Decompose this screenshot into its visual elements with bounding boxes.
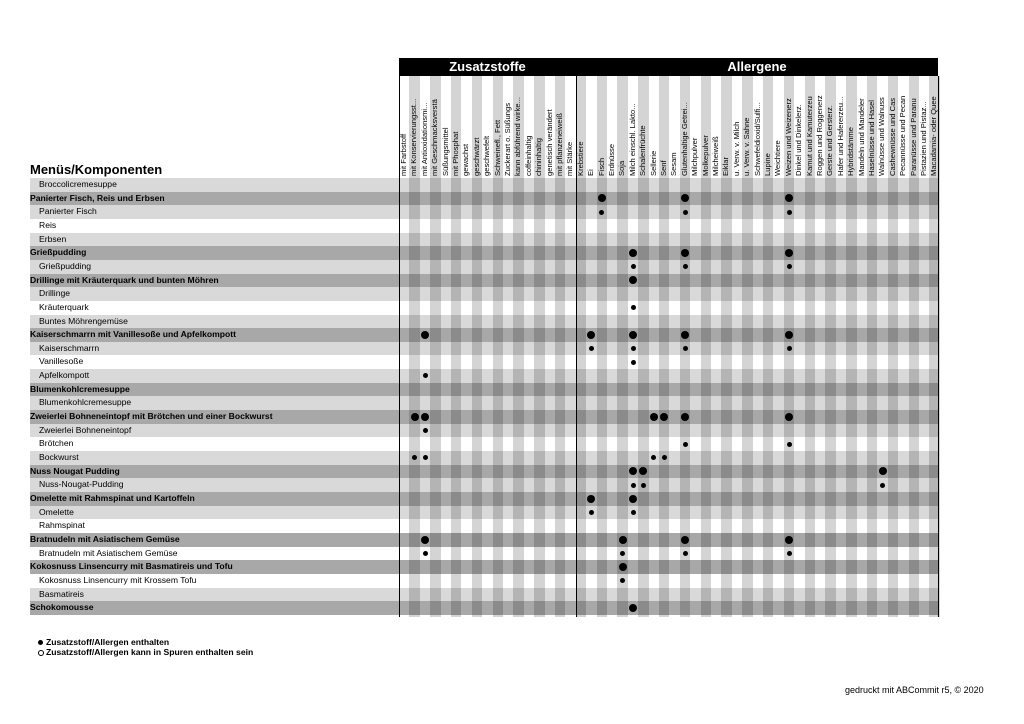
allergen-marker <box>650 413 658 421</box>
column-header-label: Walnüsse und Walnuss <box>877 97 887 176</box>
component-row-label: Bratnudeln mit Asiatischem Gemüse <box>39 547 178 558</box>
column-header-label: Erdnüsse <box>607 143 616 176</box>
column-header <box>555 76 565 176</box>
allergen-marker <box>681 536 689 544</box>
menu-row-label: Grießpudding <box>30 247 87 258</box>
column-header <box>784 76 794 176</box>
legend-traces: Zusatzstoff/Allergen kann in Spuren enthalten sein <box>46 647 254 657</box>
allergen-marker <box>787 442 792 447</box>
column-header-label: Lupine <box>763 153 772 176</box>
component-row-label: Drillinge <box>39 288 71 299</box>
column-header <box>877 76 887 176</box>
menu-row-label: Drillinge mit Kräuterquark und bunten Möhren <box>30 274 219 285</box>
allergen-marker <box>421 413 429 421</box>
menu-row-label: Kaiserschmarrn mit Vanillesoße und Apfelkompott <box>30 329 236 340</box>
allergen-marker <box>599 210 604 215</box>
column-header <box>441 76 451 176</box>
column-header-label: Gerste und Gersterz. <box>825 105 835 176</box>
column-header <box>742 76 752 176</box>
allergen-marker <box>785 249 793 257</box>
component-row-label: Zweierlei Bohneneintopf <box>39 424 132 435</box>
column-header-label: mit Farbstoff <box>399 133 408 176</box>
column-header-label: mit Konservierungsst... <box>409 98 419 176</box>
menu-row-label: Panierter Fisch, Reis und Erbsen <box>30 192 165 203</box>
column-header <box>721 76 731 176</box>
column-header <box>659 76 669 176</box>
column-header-label: coffeinhaltig <box>523 135 533 176</box>
column-header-label: kann abführend wirke... <box>513 97 523 176</box>
column-header-label: Schwefeldioxid/Sulfi... <box>752 102 762 176</box>
column-header-label: Sesam <box>669 152 679 176</box>
column-header-label: Schalenfrüchte <box>638 125 648 176</box>
column-header <box>461 76 471 176</box>
column-header <box>753 76 763 176</box>
component-row-label: Kokosnuss Linsencurry mit Krossem Tofu <box>39 574 197 585</box>
page-title: Menüs/Komponenten <box>30 162 163 177</box>
column-header <box>669 76 679 176</box>
column-header <box>857 76 867 176</box>
column-header <box>888 76 898 176</box>
component-row-label: Bockwurst <box>39 452 79 462</box>
allergen-marker <box>641 483 646 488</box>
column-header <box>898 76 908 176</box>
allergen-marker <box>629 249 637 257</box>
component-row-label: Erbsen <box>39 233 67 244</box>
allergen-marker <box>681 413 689 421</box>
column-header <box>586 76 596 176</box>
column-header-label: Molkepulver <box>700 135 710 176</box>
column-header-label: genetisch verändert <box>544 109 554 176</box>
column-header <box>430 76 440 176</box>
column-header <box>565 76 575 176</box>
column-header-label: Macadamia- oder Quee <box>929 96 939 176</box>
menu-row-label: Nuss Nougat Pudding <box>30 465 120 476</box>
column-header-label: Soja <box>617 160 627 176</box>
column-header-label: Senf <box>659 160 668 176</box>
column-header <box>825 76 835 176</box>
allergen-marker <box>423 455 428 460</box>
allergen-marker <box>620 551 625 556</box>
allergen-marker <box>631 346 636 351</box>
column-header <box>420 76 430 176</box>
column-header-label: Weizen und Weizenerz <box>783 98 793 176</box>
column-header-label: Hybridstämme <box>846 127 856 176</box>
allergen-marker <box>619 563 627 571</box>
component-row-label: Reis <box>39 219 57 230</box>
column-header <box>597 76 607 176</box>
legend-contains: Zusatzstoff/Allergen enthalten <box>46 637 170 647</box>
column-header <box>805 76 815 176</box>
allergen-marker <box>787 264 792 269</box>
column-header <box>867 76 877 176</box>
allergen-marker <box>619 536 627 544</box>
column-header-label: Hafer und Hafererzeu... <box>835 96 845 176</box>
allergen-marker <box>423 551 428 556</box>
column-header <box>534 76 544 176</box>
column-header-label: Glutenhaltige Getrei... <box>679 102 689 176</box>
menu-row-label: Kokosnuss Linsencurry mit Basmatireis und Tofu <box>30 561 233 572</box>
component-row-label: Broccolicremesuppe <box>39 179 117 189</box>
allergen-marker <box>683 346 688 351</box>
allergen-marker <box>880 483 885 488</box>
column-header <box>649 76 659 176</box>
component-row-label: Kaiserschmarrn <box>39 342 100 353</box>
component-row-label: Panierter Fisch <box>39 206 97 217</box>
column-header <box>794 76 804 176</box>
allergen-marker <box>683 264 688 269</box>
component-row-label: Rahmspinat <box>39 520 85 531</box>
allergen-marker <box>631 264 636 269</box>
allergen-marker <box>589 510 594 515</box>
menu-row-label: Bratnudeln mit Asiatischem Gemüse <box>30 533 180 544</box>
component-row-label: Basmatireis <box>39 588 84 599</box>
column-header-label: Mandeln und Mandeler <box>856 98 866 176</box>
column-header-label: Kamut und Kamuterzeu <box>804 96 814 176</box>
column-header-label: chininhaltig <box>534 138 544 176</box>
component-row-label: Buntes Möhrengemüse <box>39 315 128 326</box>
menu-row-label: Blumenkohlcremesuppe <box>30 383 130 394</box>
column-header <box>607 76 617 176</box>
column-header-label: mit pflanzeneiweiß <box>555 113 564 176</box>
component-row-label: Grießpudding <box>39 260 92 271</box>
column-header-label: Zuckerart o. Süßungs <box>503 102 512 176</box>
allergen-marker <box>785 331 793 339</box>
allergen-marker <box>681 249 689 257</box>
column-header <box>690 76 700 176</box>
allergen-marker <box>421 536 429 544</box>
component-row-label: Blumenkohlcremesuppe <box>39 397 132 408</box>
column-header-label: mit Geschmacksverstä <box>430 99 440 176</box>
footer-note: gedruckt mit ABCommit r5, © 2020 <box>845 685 984 695</box>
allergen-marker <box>421 331 429 339</box>
column-header-label: Ei <box>586 169 596 176</box>
column-header <box>451 76 461 176</box>
column-header-label: Roggen und Roggenerz <box>815 95 824 176</box>
column-header <box>617 76 627 176</box>
column-header-label: mit Phosphat <box>451 131 460 176</box>
column-header <box>773 76 783 176</box>
column-header-label: geschwefelt <box>482 135 492 176</box>
allergen-marker <box>629 331 637 339</box>
column-header <box>701 76 711 176</box>
column-header-label: Pistazien und Pistaz... <box>919 101 928 176</box>
component-row-label: Nuss-Nougat-Pudding <box>39 479 124 490</box>
column-header <box>763 76 773 176</box>
column-header <box>846 76 856 176</box>
menu-row-label: Schokomousse <box>30 602 94 613</box>
allergen-marker <box>785 536 793 544</box>
column-header-label: mit Antioxidationsmi... <box>419 102 429 176</box>
column-header <box>576 76 586 176</box>
allergen-marker <box>785 413 793 421</box>
menu-row-label: Zweierlei Bohneneintopf mit Brötchen und einer Bockwurst <box>30 411 273 422</box>
component-row-label: Omelette <box>39 506 74 517</box>
allergen-marker <box>683 442 688 447</box>
column-header <box>503 76 513 176</box>
column-header <box>836 76 846 176</box>
column-header-label: Milchpulver <box>690 137 700 176</box>
allergen-marker <box>787 346 792 351</box>
allergen-marker <box>787 210 792 215</box>
column-header <box>628 76 638 176</box>
column-header <box>545 76 555 176</box>
column-header <box>929 76 939 176</box>
column-header <box>909 76 919 176</box>
column-header <box>472 76 482 176</box>
column-header <box>711 76 721 176</box>
column-header <box>482 76 492 176</box>
column-header-label: Paranüsse und Paranu <box>908 98 918 176</box>
component-row-label: Kräuterquark <box>39 301 89 312</box>
column-header-label: Haselnüsse und Hasel <box>867 100 876 176</box>
allergen-marker <box>589 346 594 351</box>
column-header <box>919 76 929 176</box>
allergen-marker <box>631 483 636 488</box>
component-row-label: Brötchen <box>39 438 74 449</box>
column-header-label: gewachst <box>461 143 471 176</box>
column-header <box>399 76 409 176</box>
column-header <box>524 76 534 176</box>
component-row-label: Vanillesoße <box>39 356 84 367</box>
column-header-label: Schweinefl., Fett <box>492 119 502 176</box>
column-header <box>493 76 503 176</box>
allergen-marker <box>629 495 637 503</box>
column-header-label: Sellerie <box>648 150 658 176</box>
column-header-label: u. Verw. v. Milch <box>731 121 741 176</box>
component-row-label: Apfelkompott <box>39 370 90 381</box>
header-zusatzstoffe: Zusatzstoffe <box>399 58 576 76</box>
column-header-label: Dinkel und Dinkelerz. <box>794 104 804 176</box>
allergen-marker <box>631 305 636 310</box>
column-header-label: Süßungsmittel <box>440 127 450 176</box>
allergen-marker <box>683 210 688 215</box>
legend-contains-marker <box>38 640 43 645</box>
column-header-label: Krebstiere <box>575 141 585 176</box>
legend-traces-marker <box>38 650 44 656</box>
column-header-label: geschwärzt <box>471 137 481 176</box>
column-header <box>815 76 825 176</box>
header-allergene: Allergene <box>576 58 938 76</box>
column-header <box>409 76 419 176</box>
allergen-marker <box>683 551 688 556</box>
allergen-marker <box>631 510 636 515</box>
column-header-label: u. Verw. v. Sahne <box>742 117 752 176</box>
allergen-marker <box>681 331 689 339</box>
column-header-label: Cashewnüsse und Cas <box>887 97 897 176</box>
column-header-label: Eiklar <box>721 157 731 176</box>
allergen-marker <box>787 551 792 556</box>
allergen-marker <box>631 360 636 365</box>
column-header <box>638 76 648 176</box>
column-header-label: Milch einschl. Lakto... <box>627 103 637 176</box>
allergen-marker <box>423 428 428 433</box>
allergen-marker <box>411 413 419 421</box>
column-header <box>513 76 523 176</box>
column-header <box>732 76 742 176</box>
menu-row-label: Omelette mit Rahmspinat und Kartoffeln <box>30 492 195 503</box>
column-header-label: Milcheiweiß <box>711 136 720 176</box>
column-header-label: Fisch <box>596 157 606 176</box>
column-header-label: Pecannüsse und Pecan <box>898 95 908 176</box>
column-header-label: Weichtiere <box>773 140 783 176</box>
column-header <box>680 76 690 176</box>
column-header-label: mit Stärke <box>565 141 575 176</box>
allergen-marker <box>629 604 637 612</box>
